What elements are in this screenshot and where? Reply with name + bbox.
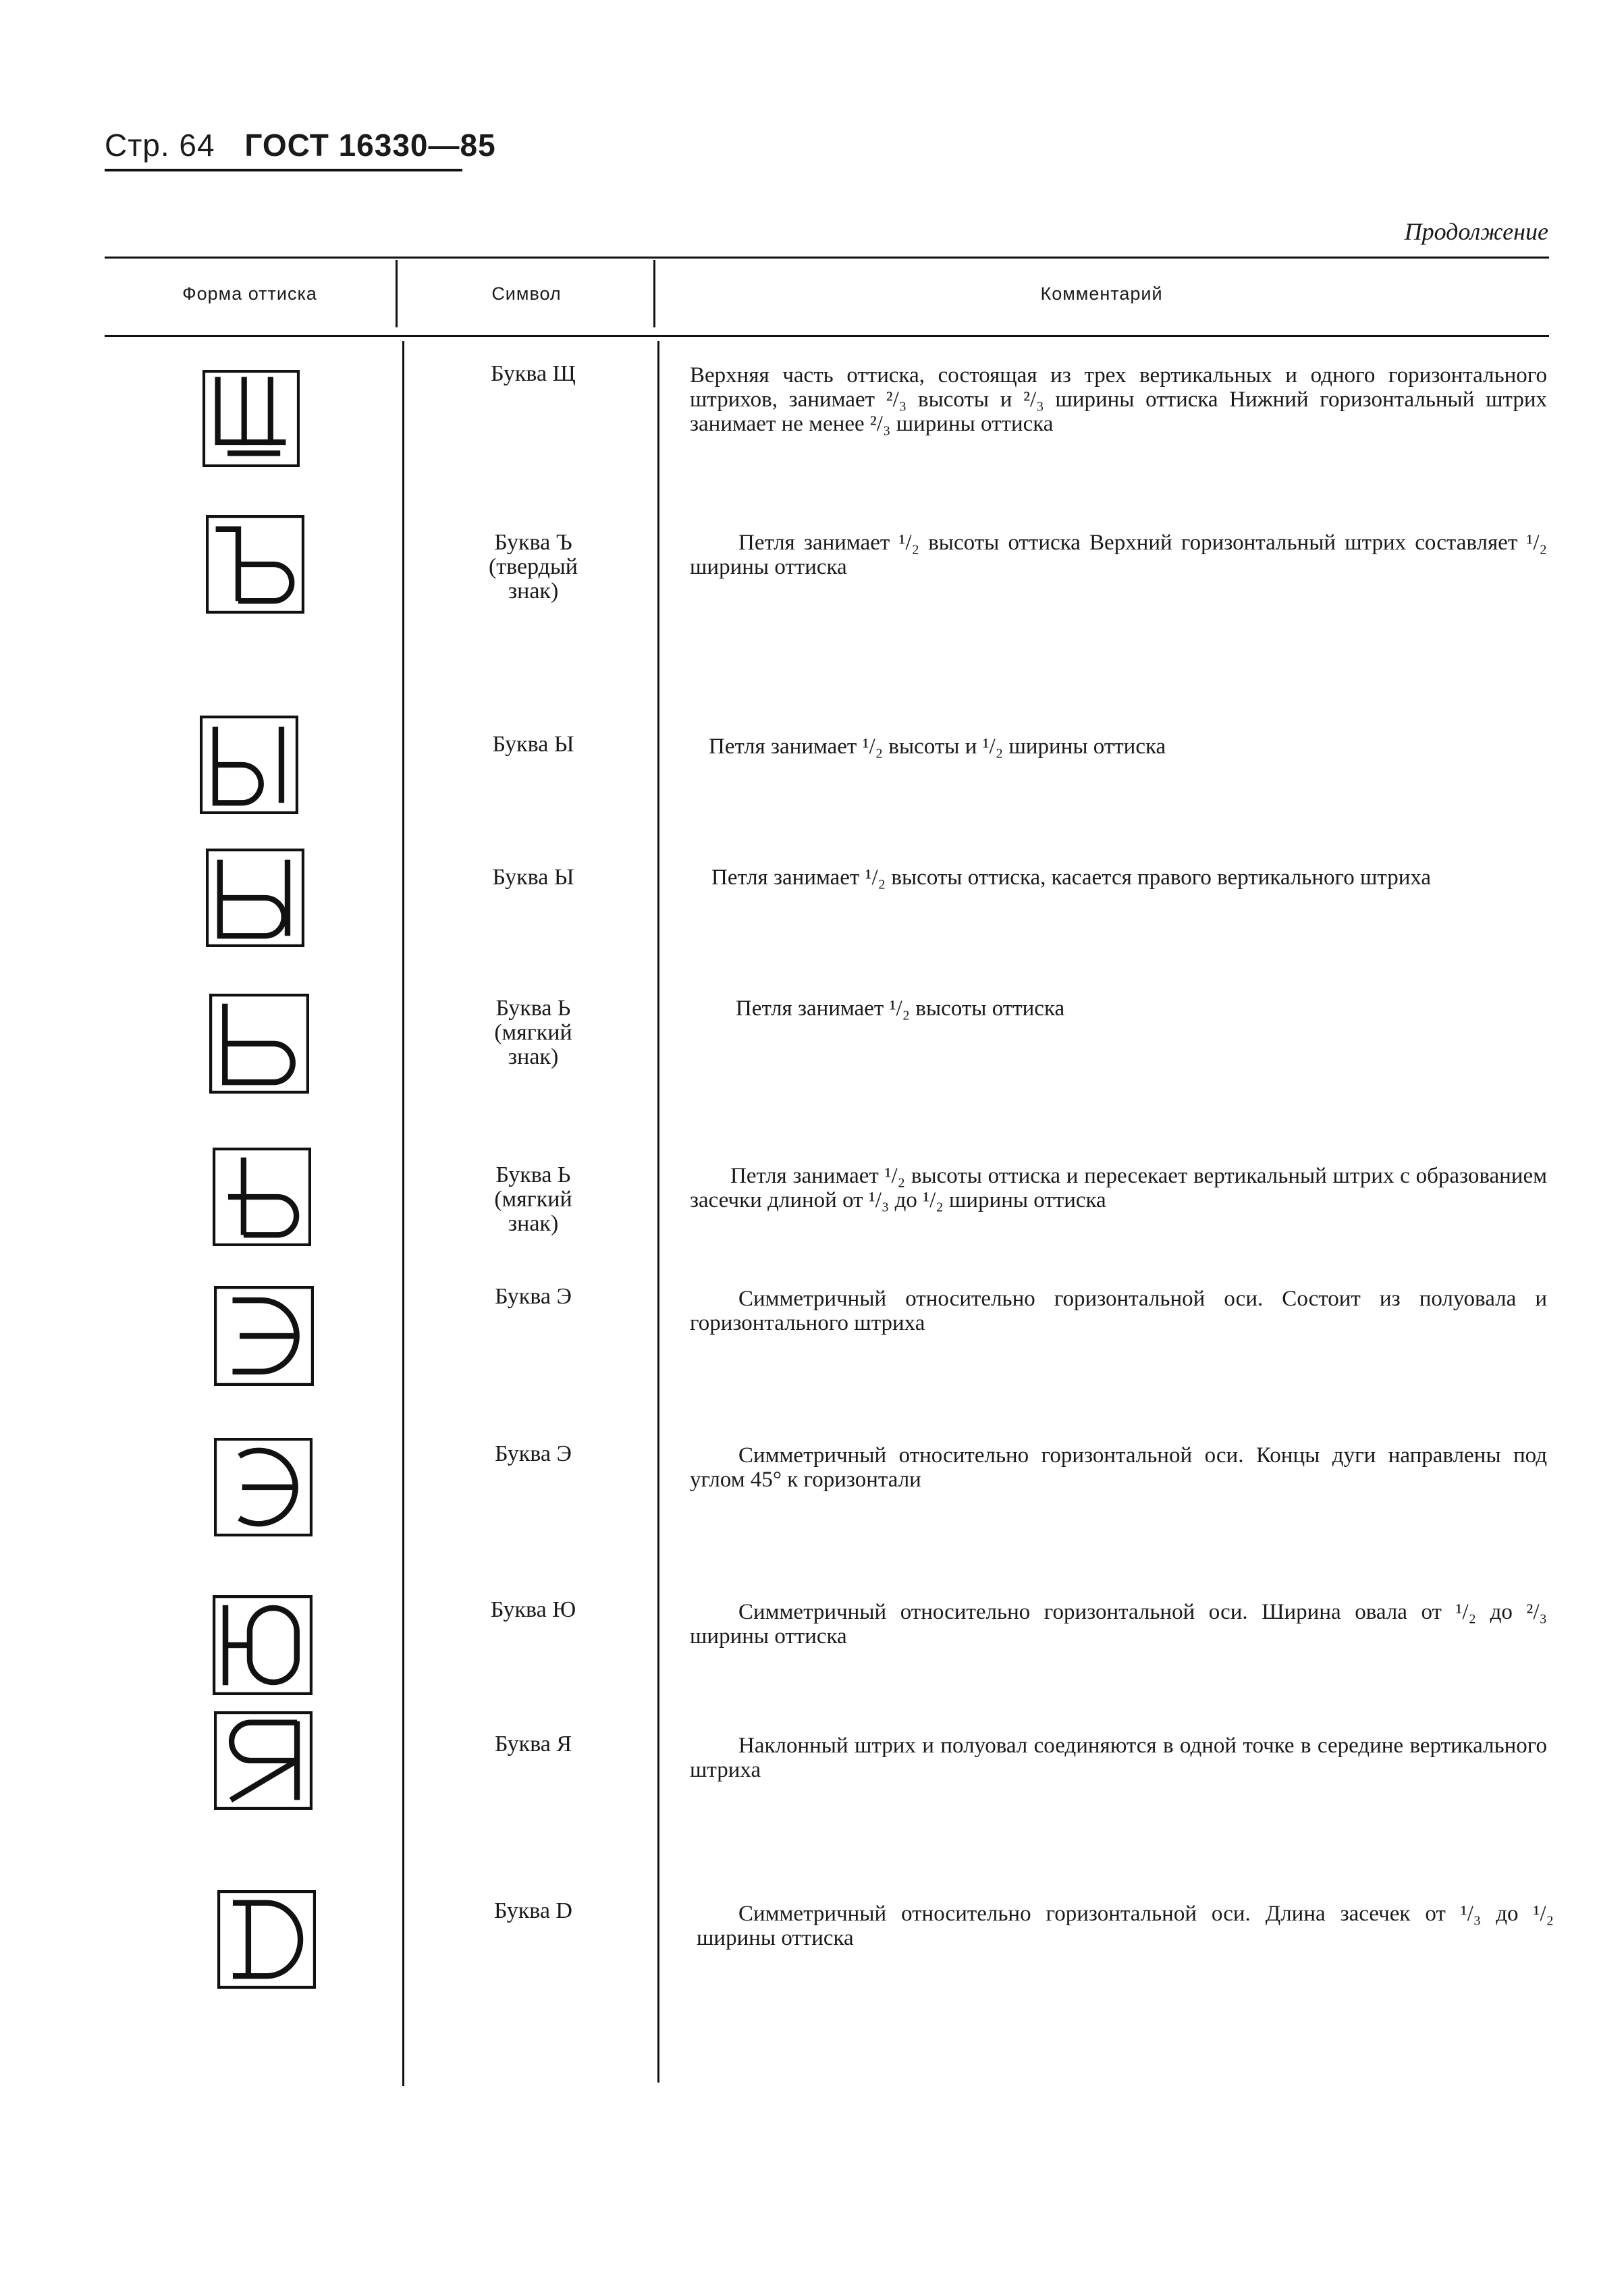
standard-number: ГОСТ 16330—85 bbox=[244, 128, 496, 163]
comment-ya: Наклонный штрих и полуовал соединяются в одной точке в середине вертикального штриха bbox=[690, 1734, 1547, 1782]
symbol-e-a: Буква Э bbox=[495, 1284, 572, 1309]
e-glyph-a bbox=[214, 1286, 314, 1386]
e-glyph-b bbox=[214, 1438, 313, 1536]
comment-d: Симметричный относительно горизонтальной оси. Длина засечек от ¹/₃ до ¹/₂ ширины оттиска bbox=[697, 1902, 1554, 1950]
ya-glyph bbox=[214, 1711, 313, 1810]
symbol-hard-sign: Буква Ъ (твердый знак) bbox=[488, 530, 578, 604]
symbol-d: Буква D bbox=[494, 1898, 572, 1923]
comment-e-a: Симметричный относительно горизонтальной оси. Состоит из полуовала и горизонтального штриха bbox=[690, 1287, 1547, 1335]
comment-yery-a: Петля занимает ¹/₂ высоты и ¹/₂ ширины оттиска bbox=[709, 734, 1166, 759]
yery-glyph-b bbox=[206, 849, 304, 947]
column-header-symbol: Символ bbox=[491, 284, 562, 304]
d-glyph bbox=[217, 1890, 316, 1989]
comment-yery-b: Петля занимает ¹/₂ высоты оттиска, касается правого вертикального штриха bbox=[711, 865, 1432, 890]
soft-sign-glyph-a bbox=[209, 994, 309, 1094]
column-divider-1 bbox=[396, 260, 398, 327]
soft-sign-glyph-b bbox=[213, 1148, 311, 1246]
comment-yu: Симметричный относительно горизонтальной оси. Ширина овала от ¹/₂ до ²/₃ ширины оттиска bbox=[690, 1600, 1547, 1648]
comment-e-b: Симметричный относительно горизонтальной оси. Концы дуги направлены под углом 45° к горизонтали bbox=[690, 1443, 1547, 1492]
table-header-rule bbox=[105, 335, 1549, 337]
comment-soft-sign-b: Петля занимает ¹/₂ высоты оттиска и пересекает вертикальный штрих с образованием засечки длиной от ¹/₃ до ¹/₂ ширины оттиска bbox=[690, 1164, 1547, 1212]
page-header bbox=[105, 127, 496, 163]
column-header-form: Форма оттиска bbox=[182, 284, 317, 304]
column-header-comment: Комментарий bbox=[1040, 284, 1163, 304]
hard-sign-glyph bbox=[206, 515, 304, 614]
shcha-glyph bbox=[202, 370, 300, 467]
symbol-yery-b: Буква Ы bbox=[492, 865, 574, 890]
yu-glyph bbox=[213, 1595, 313, 1695]
comment-shcha: Верхняя часть оттиска, состоящая из трех вертикальных и одного горизонтального штрихов, занимает ²/₃ высоты и ²/₃ ширины оттиска Нижний горизонтальный штрих занимает не менее ²/₃ ширины оттиска bbox=[690, 363, 1547, 436]
symbol-yery-a: Буква Ы bbox=[492, 732, 574, 757]
symbol-yu: Буква Ю bbox=[490, 1597, 576, 1622]
column-divider-2 bbox=[653, 260, 655, 327]
symbol-soft-sign-a: Буква Ь (мягкий знак) bbox=[494, 996, 572, 1069]
header-underline bbox=[105, 169, 462, 171]
symbol-soft-sign-b: Буква Ь (мягкий знак) bbox=[494, 1162, 572, 1236]
symbol-ya: Буква Я bbox=[494, 1732, 572, 1757]
continuation-label: Продолжение bbox=[1404, 218, 1548, 245]
yery-glyph-a bbox=[200, 716, 298, 814]
comment-soft-sign-a: Петля занимает ¹/₂ высоты оттиска bbox=[736, 996, 1065, 1021]
symbol-shcha: Буква Щ bbox=[491, 361, 576, 386]
table-top-rule bbox=[105, 257, 1549, 259]
comment-hard-sign: Петля занимает ¹/₂ высоты оттиска Верхний горизонтальный штрих составляет ¹/₂ ширины оттиска bbox=[690, 531, 1547, 579]
page-number: Стр. 64 bbox=[105, 128, 215, 163]
symbol-e-b: Буква Э bbox=[495, 1441, 572, 1466]
column-divider-1-body bbox=[402, 341, 404, 2086]
